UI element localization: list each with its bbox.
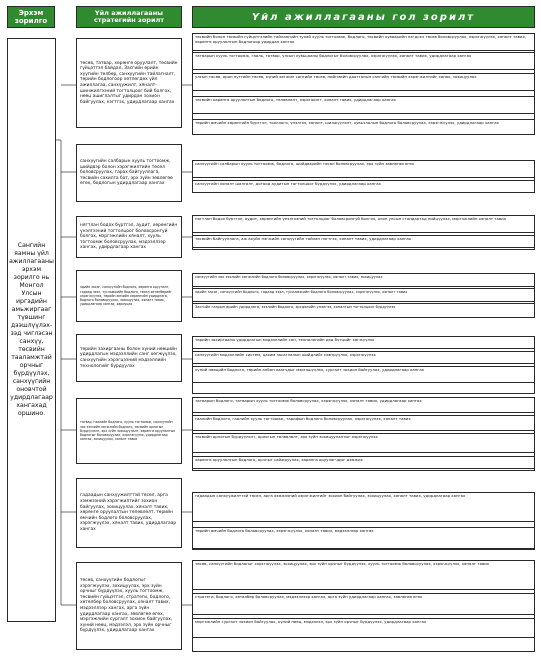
- activity-item: төсвийн хөрөнгө оруулалтын бодлого, төлөвлөлт, хэрэгжилт, хяналт тавих, удирдлагаар хангах: [192, 96, 535, 114]
- header-strategic-goals: Үйл ажиллагааны стратегийн зорилт: [76, 6, 182, 28]
- activity-item: улсын төсөв, орон нутгийн төсөв, хүний хөгжил сангийн төсөв, нийгмийн даатгалын сангийн төсвийн хэрэгжилтийг хянах, зохицуулах: [192, 73, 535, 91]
- activity-item: гадаадын санхүүжилттэй төсөл, арга хэмжээний хэрэгжилтийг зохион байгуулах, зохицуулах, хяналт тавих, удирдлагаар хангах: [192, 492, 535, 522]
- header-mission: Эрхэм зорилго: [7, 6, 55, 28]
- strategic-goal-5: төрийн захиргааны болон хүний нөөцийн удирдлагын мэдээллийн санг хөгжүүлэх, санхүүгийн хэрэгцээний мэдээллийн технологийг бүрдүүлэх: [76, 334, 182, 382]
- activity-item: татварын хууль тогтоомж, гааль, татвар, улсын хувьцааны бодлогыг боловсруулах, хэрэгжүүлэх, хяналт тавих, удирдлагаар хангах: [192, 52, 535, 70]
- activity-item: стратеги, бодлого, хөтөлбөр боловсруулах, мэдээллээр хангах, арга зүйн удирдлагаар хангах, зөвлөгөө өгөх: [192, 593, 535, 615]
- strategic-goal-2: санхүүгийн салбарын хууль тогтоомж, шийдвэр болон хэрэгжилтийн төсөл боловсруулах, гарах байгууллага, төсвийн сахилга бат, эрх зүйн зөвлөгөө өгөх, бодлогын удирдлагаар хангах: [76, 144, 182, 202]
- activity-item: санхүүгийн мэдээллийн систем, цахим засаглалын шийдлийг нэвтрүүлэх, хэрэгжүүлэх: [192, 351, 535, 364]
- strategic-goal-6: татвар, гаалийн бодлого, хууль тогтоомж, санхүүгийн зах зээлийн хөгжлийн бодлого, төсвийн орлогын бүрдүүлэлт, эрх зүйн зохицуулалт, хөрөнгө оруулалтын бодлогыг боловсруулах, хэрэгжүүлэх, удирдлагаар хангах, зохицуулах, хяналт тавих: [76, 398, 182, 464]
- strategic-goal-3: нягтлан бодох бүртгэл, аудит, хөрөнгийн үнэлгээний тогтолцоог боловсронгуй болгох, мэргэжлийн хяналт, хууль тогтоомж боловсруулах, мэдээллээр хангах, удирдлагаар хангах: [76, 216, 182, 258]
- activity-item: санхүүгийн салбарын хууль тогтоомж, бодлого, шийдвэрийн төсөл боловсруулах, эрх зүйн зөвлөгөө өгөх: [192, 160, 535, 178]
- activity-item: хүний нөөцийн бодлого, төрийн албан хаагчдыг мэргэшүүлэх, сургалт зохион байгуулах, удирдлагаар хангах: [192, 366, 535, 383]
- activity-item: санхүүгийн хяналт шалгалт, дотоод аудитын тогтолцоог бүрдүүлэх, удирдлагаар хангах: [192, 180, 535, 193]
- activity-item: санхүүгийн зах зээлийн хөгжлийн бодлого боловсруулах, хэрэгжүүлэх, хяналт тавих, зохицуулах: [192, 273, 535, 287]
- strategic-goal-7: гадаадын санхүүжилттэй төсөл, арга хэмжээний хэрэгжилтийг зохион байгуулах, зохицуулах, хяналт тавих, хөрөнгө оруулалтын төлөвлөлт, төрийн өмчийн бодлого боловсруулах, хэрэгжүүлэх, хяналт тавих, удирдлагаар хангах: [76, 478, 182, 548]
- activity-item: төрийн захиргааны удирдлагын мэдээллийн сан, технологийн дэд бүтцийг хөгжүүлэх: [192, 336, 535, 349]
- strategic-goal-8: төсөв, санхүүгийн бодлогыг хэрэгжүүлэх, зохицуулах, эрх зүйн орчныг бүрдүүлэх, хууль тогтоомж, төсвийн гүйцэтгэл, стратеги, бодлого, хөтөлбөр боловсруулах, хяналт тавих, мэдээллээр хангах, арга зүйн удирдлагаар хангах, зөвлөгөө өгөх, мэргэжлийн сургалт зохион байгуулах, хүний нөөц, мэдээлэл, эрх зүйн орчныг бүрдүүлэх, удирдлагаар хангах: [76, 562, 182, 650]
- activity-item: мэргэжлийн сургалт зохион байгуулах, хүний нөөц, мэдээлэл, эрх зүйн орчныг бүрдүүлэх, удирдлагаар хангах: [192, 618, 535, 638]
- activity-item: татварын бодлого, татварын хууль тогтоомж боловсруулах, хэрэгжүүлэх, хяналт тавих, удирдлагаар хангах: [192, 397, 535, 413]
- activity-item: нягтлан бодох бүртгэл, аудит, хөрөнгийн үнэлгээний тогтолцоог боловсронгуй болгох, олон улсын стандартад нийцүүлэх, мэргэжлийн хяналт тавих: [192, 215, 535, 233]
- activity-item: төсвийн байгууллага, аж ахуйн нэгжийн санхүүгийн тайлан нэгтгэх, хяналт тавих, удирдлагаар хангах: [192, 235, 535, 248]
- activity-item: эдийн засаг, санхүүгийн бодлого, гадаад зээл, тусламжийн бодлого боловсруулах, хэрэгжүүлэх, хяналт тавих: [192, 288, 535, 302]
- mission-statement: Сангийн яамны үйл ажиллагааны эрхэм зорилго нь Монгол Улсын иргэдийн амьжиргааг түвшинг дээшлүүлэх-зэд чиглэсэн санхүү, төсвийн тааламжтай орчныг бүрдүүлэх, санхүүгийн оновчтой удирдлагаар хангахад оршино.: [7, 38, 56, 622]
- header-main-goals: Үйл ажиллагааны гол зорилт: [192, 6, 535, 28]
- activity-item: төрийн өмчийн хөрөнгийн бүртгэл, тооллого, үнэлгээ, хяналт, шилжүүлэлт, хувьчлалын бодлого боловсруулах, хэрэгжүүлэх, удирдлагаар хангах: [192, 119, 535, 135]
- activity-item: Засгийн газрын өрийн удирдлага, зээлийн бодлого, эрсдэлийн үнэлгээ, хяналтын тогтолцоог бүрдүүлэх: [192, 303, 535, 318]
- activity-item: төсвийн болон төсвийн гүйцэтгэлийн тайлангийн тухай хууль тогтоомж, бодлого, төсвийн хуваарийн нэгдсэн төсөв боловсруулах, хэрэгжүүлэх, хяналт тавих, хөрөнгө оруулалтын бодлогоор удирдан хангах: [192, 33, 535, 51]
- activity-item: төсвийн орлогын бүрдүүлэлт, орлогын төлөвлөлт, эрх зүйн зохицуулалтыг хэрэгжүүлэх: [192, 433, 535, 453]
- activity-item: гаалийн бодлого, гаалийн хууль тогтоомж, тарифын бодлого боловсруулах, хэрэгжүүлэх, хяналт тавих: [192, 415, 535, 431]
- strategic-goal-4: эдийн засаг, санхүүгийн бодлого, хөрөнгө оруулалт, гадаад зээл, тусламжийн бодлого, төсөл хөтөлбөрийг хэрэгжүүлэх, төрийн өмчийн хөрөнгийн удирдлага, бодлого боловсруулах, зохицуулах, хяналт тавих, удирдлагаар хангах, хариуцах: [76, 270, 182, 322]
- strategic-goal-1: төсөв, татвар, хөрөнгө оруулалт, төсвийн гүйцэтгэл байдал, Засгийн өрийн хүүгийн төлбөр, санхүүгийн тайлагналт, төрийн бодлогоор хөтлөгдөх үйл ажиллагаа, санхүүжилт, хяналт-шинжилгээний тогтолцоог бий болгох, нөөц ашиглалтыг удирдан зохион байгуулах, нэгтгэх, удирдлагаар хангах: [76, 38, 182, 128]
- activity-item: төсөв, санхүүгийн бодлогыг хэрэгжүүлэх, зохицуулах, эрх зүйн орчныг бүрдүүлэх, хууль тогтоомж боловсруулах, хэрэгжүүлэх, хяналт тавих: [192, 560, 535, 590]
- activity-item: хөрөнгө оруулалтын бодлого, орчныг сайжруулах, хөрөнгө оруулагчдыг дэмжих: [192, 456, 535, 469]
- activity-item: төрийн өмчийн бодлого боловсруулах, хэрэгжүүлэх, хяналт тавих, мэдээллээр хангах: [192, 527, 535, 549]
